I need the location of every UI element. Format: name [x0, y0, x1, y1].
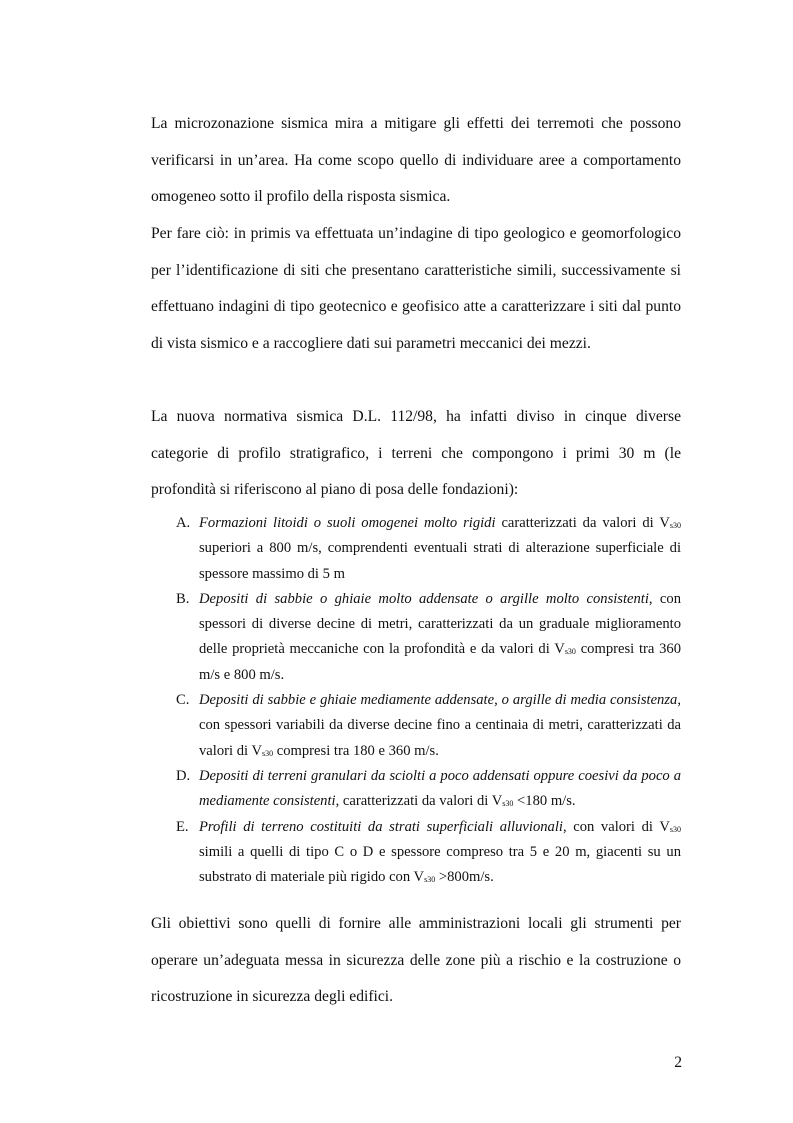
category-title: Depositi di sabbie e ghiaie mediamente addensate, o argille di media consistenza [199, 692, 678, 709]
vs30-symbol: $V_{s30}$ [554, 641, 576, 658]
category-item-b: B. Depositi di sabbie o ghiaie molto addensate o argille molto consistenti, con spessori di diverse decine di metri, caratterizzati da un graduale miglioramento delle proprietà meccaniche con la profondità e da valori di $V_{s30}$ compresi tra 360 m/s e 800 m/s. [151, 587, 681, 688]
paragraph-normativa: La nuova normativa sismica D.L. 112/98, ha infatti diviso in cinque diverse categorie di profilo stratigrafico, i terreni che compongono i primi 30 m (le profondità si riferiscono al piano di posa delle fondazioni): [151, 408, 681, 498]
category-item-a: A. Formazioni litoidi o suoli omogenei molto rigidi caratterizzati da valori di $V_{s30}$ superiori a 800 m/s, comprendenti eventuali strati di alterazione superficiale di spessore massimo di 5 m [151, 511, 681, 587]
paragraph-intro: La microzonazione sismica mira a mitigare gli effetti dei terremoti che possono verificarsi in un’area. Ha come scopo quello di individuare aree a comportamento omogeneo sotto il profilo della risposta sismica. [151, 115, 681, 205]
category-letter: B. [176, 590, 190, 607]
soil-category-list [151, 511, 681, 890]
category-letter: C. [176, 692, 190, 709]
category-title: Profili di terreno costituiti da strati superficiali alluvionali [199, 818, 563, 835]
category-item-c: C. Depositi di sabbie e ghiaie mediamente addensate, o argille di media consistenza, con spessori variabili da diverse decine fino a centinaia di metri, caratterizzati da valori di $V_{s30}$ compresi tra 180 e 360 m/s. [151, 688, 681, 764]
category-letter: D. [176, 767, 191, 784]
vs30-symbol: $V_{s30}$ [251, 742, 274, 759]
category-letter: E. [176, 818, 189, 835]
vs30-symbol: $V_{s30}$ [659, 818, 681, 835]
vs30-symbol: $V_{s30}$ [659, 515, 681, 531]
category-title: Depositi di sabbie o ghiaie molto addensate o argille molto consistenti [199, 590, 649, 607]
category-title: Formazioni litoidi o suoli omogenei molto rigidi [199, 515, 496, 531]
category-title: Depositi di terreni granulari da sciolti a poco addensati oppure coesivi da poco a mediamente consistenti [199, 767, 681, 810]
paragraph-objectives: Gli obiettivi sono quelli di fornire alle amministrazioni locali gli strumenti per operare un’adeguata messa in sicurezza delle zone più a rischio e la costruzione o ricostruzione in sicurezza degli edifici. [151, 915, 681, 1005]
page-number: 2 [674, 1054, 682, 1071]
category-letter: A. [176, 515, 191, 531]
category-item-e: E. Profili di terreno costituiti da strati superficiali alluvionali, con valori di $V_{s30}$ simili a quelli di tipo C o D e spessore compreso tra 5 e 20 m, giacenti su un substrato di materiale più rigido con $V_{s30} >800m/s$. [151, 815, 681, 891]
category-item-d: D. Depositi di terreni granulari da sciolti a poco addensati oppure coesivi da poco a mediamente consistenti, caratterizzati da valori di $V_{s30} <180$ m/s. [151, 764, 681, 815]
vs30-symbol: $V_{s30}$ [491, 793, 514, 810]
vs30-symbol: $V_{s30}$ [413, 869, 436, 886]
paragraph-method: Per fare ciò: in primis va effettuata un’indagine di tipo geologico e geomorfologico per l’identificazione di siti che presentano caratteristiche simili, successivamente si effettuano indagini di tipo geotecnico e geofisico atte a caratterizzare i siti dal punto di vista sismico e a raccogliere dati sui parametri meccanici dei mezzi. [151, 225, 681, 352]
